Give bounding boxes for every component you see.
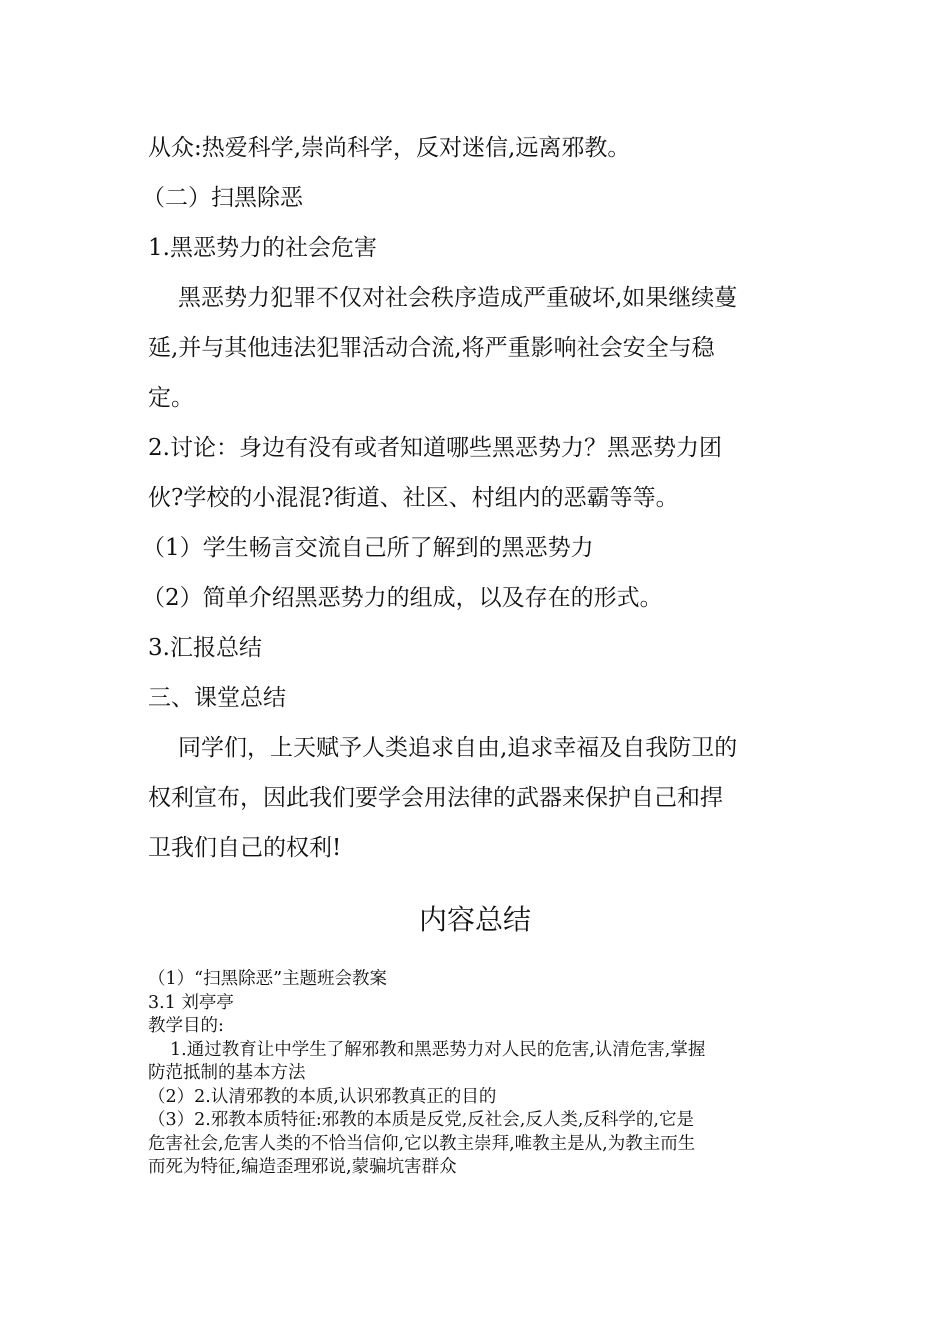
summary-line: 1.通过教育让中学生了解邪教和黑恶势力对人民的危害,认清危害,掌握 — [170, 1039, 706, 1060]
body-line: 权利宣布，因此我们要学会用法律的武器来保护自己和捍 — [148, 785, 723, 811]
summary-line: 3.1 刘亭亭 — [148, 992, 234, 1013]
subheading-social-harm: 1.黑恶势力的社会危害 — [148, 235, 377, 261]
subheading-discussion: 2.讨论：身边有没有或者知道哪些黑恶势力？黑恶势力团 — [148, 435, 722, 461]
subheading-report-summary: 3.汇报总结 — [148, 635, 262, 661]
body-line: 黑恶势力犯罪不仅对社会秩序造成严重破坏,如果继续蔓 — [178, 285, 738, 311]
body-line: 延,并与其他违法犯罪活动合流,将严重影响社会安全与稳 — [148, 335, 715, 361]
section-heading-sweep-black: （二）扫黑除恶 — [142, 185, 303, 211]
summary-line: 而死为特征,编造歪理邪说,蒙骗坑害群众 — [148, 1157, 457, 1177]
body-line: 同学们，上天赋予人类追求自由,追求幸福及自我防卫的 — [178, 735, 738, 761]
summary-body — [148, 968, 813, 1180]
body-line: 定。 — [148, 385, 194, 411]
summary-line: 防范抵制的基本方法 — [148, 1063, 306, 1083]
summary-line: 危害社会,危害人类的不恰当信仰,它以教主崇拜,唯教主是从,为教主而生 — [148, 1133, 696, 1154]
body-line: 卫我们自己的权利! — [148, 835, 342, 861]
body-line: 伙?学校的小混混?街道、社区、村组内的恶霸等等。 — [148, 485, 679, 511]
summary-line: （2）2.认清邪教的本质,认识邪教真正的目的 — [148, 1086, 497, 1107]
main-body — [142, 123, 813, 873]
list-item: （1）学生畅言交流自己所了解到的黑恶势力 — [142, 535, 594, 561]
list-item: （2）简单介绍黑恶势力的组成，以及存在的形式。 — [142, 585, 663, 611]
summary-title: 内容总结 — [418, 903, 531, 936]
section-heading-class-summary: 三、课堂总结 — [148, 685, 286, 711]
summary-line: （3）2.邪教本质特征:邪教的本质是反党,反社会,反人类,反科学的,它是 — [148, 1110, 694, 1130]
summary-line: （1）“扫黑除恶”主题班会教案 — [148, 969, 388, 989]
body-line: 从众:热爱科学,崇尚科学，反对迷信,远离邪教。 — [148, 135, 631, 161]
summary-line: 教学目的: — [148, 1016, 224, 1036]
